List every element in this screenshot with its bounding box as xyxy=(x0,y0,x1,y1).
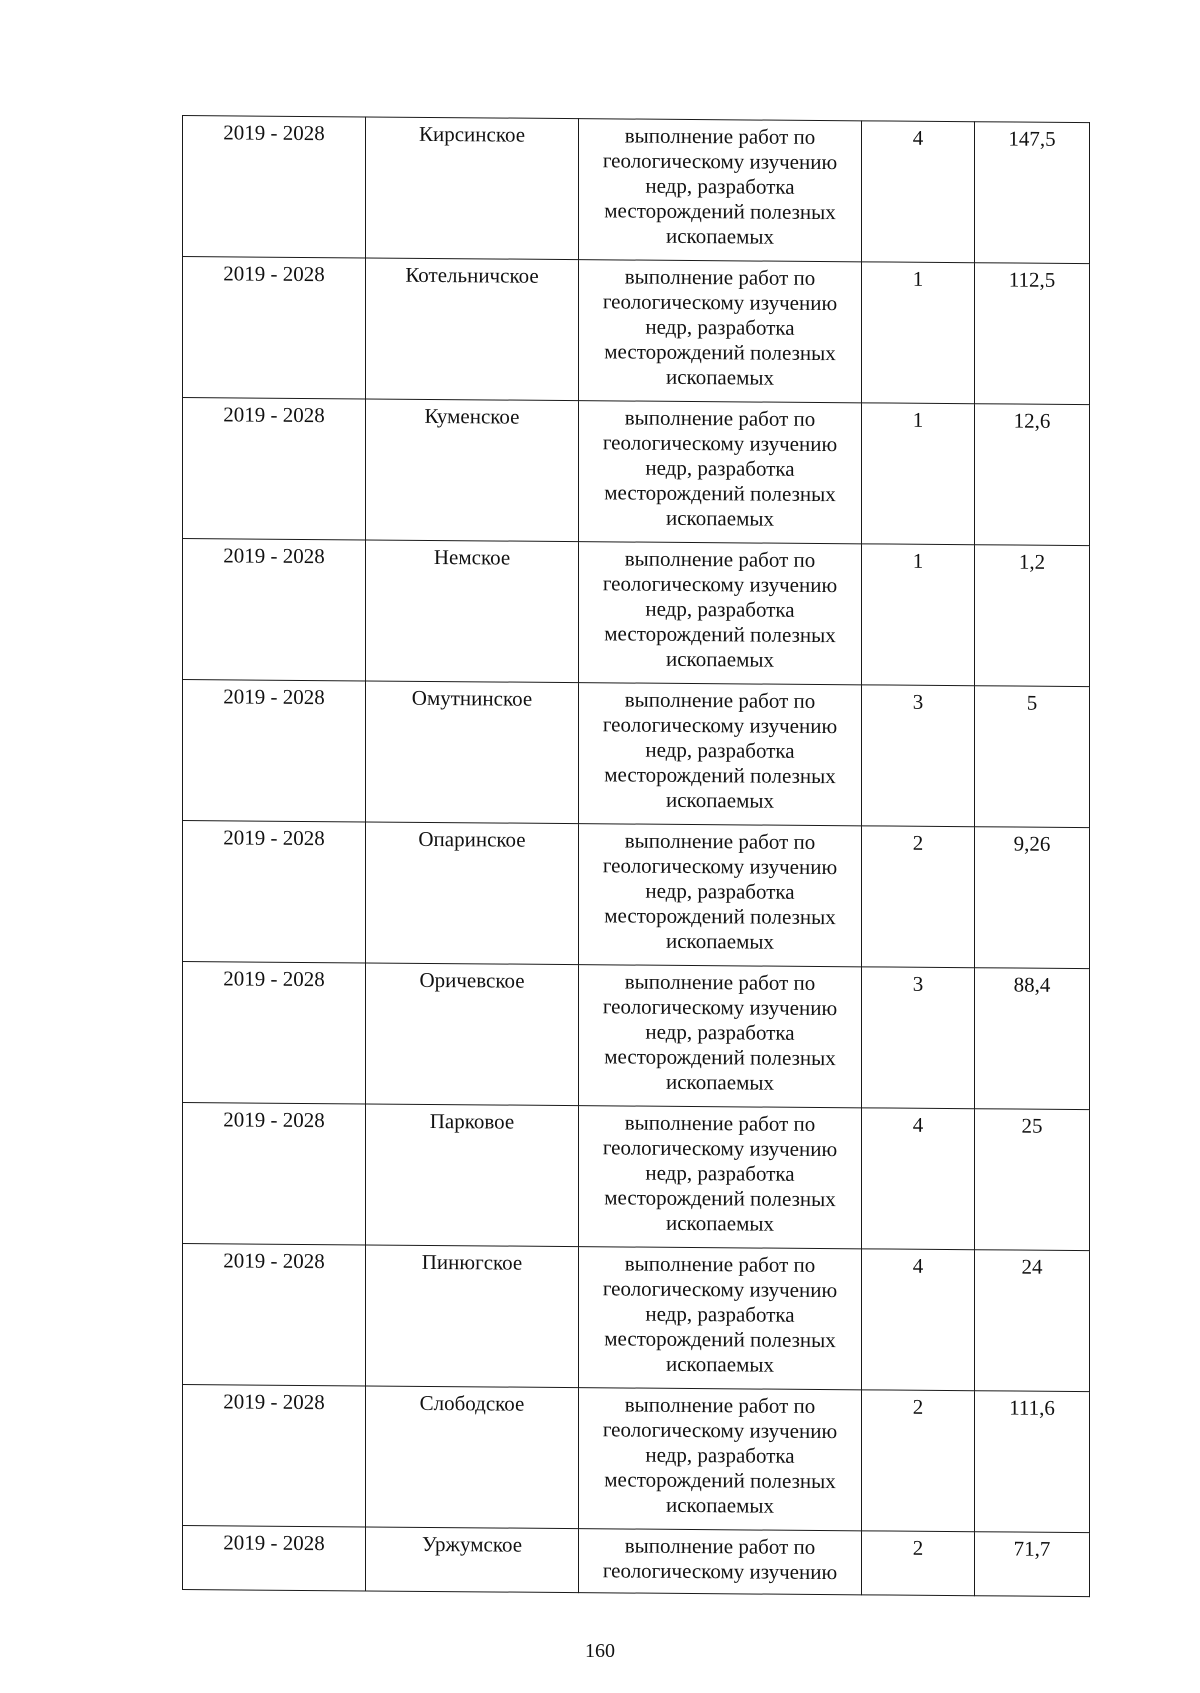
value-cell xyxy=(975,1250,1090,1392)
activity-cell xyxy=(579,260,862,403)
period-cell xyxy=(183,1244,366,1386)
count-cell xyxy=(862,1531,975,1596)
period-cell xyxy=(183,539,366,681)
period-cell xyxy=(183,1385,366,1527)
count-text: 1 xyxy=(912,407,924,432)
activity-cell xyxy=(579,1247,862,1390)
count-text: 2 xyxy=(912,830,924,855)
value-cell xyxy=(975,1532,1090,1597)
count-cell xyxy=(862,826,975,968)
name-text: Парковое xyxy=(429,1108,515,1134)
period-text: 2019 - 2028 xyxy=(223,261,325,287)
activity-text: выполнение работ по геологическому изучению недр, разработка месторождений полезных ископаемых xyxy=(602,546,838,672)
period-cell xyxy=(183,962,366,1104)
count-text: 2 xyxy=(912,1394,924,1419)
name-cell xyxy=(366,681,579,824)
period-cell xyxy=(183,680,366,822)
activity-cell xyxy=(579,824,862,967)
activity-text: выполнение работ по геологическому изучению недр, разработка месторождений полезных ископаемых xyxy=(602,969,838,1095)
value-text: 147,5 xyxy=(1008,126,1056,151)
value-cell xyxy=(975,263,1090,405)
activity-cell xyxy=(579,542,862,685)
value-cell xyxy=(975,404,1090,546)
count-cell xyxy=(862,685,975,827)
period-text: 2019 - 2028 xyxy=(223,1530,325,1556)
deposits-table xyxy=(182,115,1090,1597)
activity-text: выполнение работ по геологическому изучению недр, разработка месторождений полезных ископаемых xyxy=(602,1392,838,1518)
name-text: Оричевское xyxy=(419,967,525,993)
activity-text: выполнение работ по геологическому изучению xyxy=(602,1533,838,1585)
count-text: 3 xyxy=(912,689,924,714)
table-row xyxy=(183,821,1090,969)
period-cell xyxy=(183,257,366,399)
name-cell xyxy=(366,399,579,542)
activity-text: выполнение работ по геологическому изучению недр, разработка месторождений полезных ископаемых xyxy=(602,405,838,531)
activity-text: выполнение работ по геологическому изучению недр, разработка месторождений полезных ископаемых xyxy=(602,1110,838,1236)
count-text: 4 xyxy=(912,125,924,150)
activity-text: выполнение работ по геологическому изучению недр, разработка месторождений полезных ископаемых xyxy=(602,264,838,390)
table-row xyxy=(183,1385,1090,1533)
activity-cell xyxy=(579,683,862,826)
page-number: 160 xyxy=(585,1640,615,1662)
count-cell xyxy=(862,262,975,404)
value-text: 5 xyxy=(1026,690,1038,715)
table-row xyxy=(183,962,1090,1110)
value-cell xyxy=(975,1391,1090,1533)
value-cell xyxy=(975,827,1090,969)
count-cell xyxy=(862,544,975,686)
period-text: 2019 - 2028 xyxy=(223,684,325,710)
count-cell xyxy=(862,1249,975,1391)
value-text: 111,6 xyxy=(1009,1395,1055,1420)
period-text: 2019 - 2028 xyxy=(223,1107,325,1133)
value-cell xyxy=(975,545,1090,687)
activity-text: выполнение работ по геологическому изучению недр, разработка месторождений полезных ископаемых xyxy=(602,687,838,813)
name-cell xyxy=(366,1245,579,1388)
table-row xyxy=(183,398,1090,546)
name-text: Немское xyxy=(433,544,511,570)
activity-cell xyxy=(579,1529,862,1595)
name-cell xyxy=(366,117,579,260)
table-body xyxy=(183,116,1090,1597)
name-text: Слободское xyxy=(419,1390,525,1416)
table-row xyxy=(183,116,1090,264)
name-cell xyxy=(366,822,579,965)
activity-cell xyxy=(579,119,862,262)
name-text: Кирсинское xyxy=(418,121,526,147)
value-text: 25 xyxy=(1021,1113,1043,1138)
count-cell xyxy=(862,967,975,1109)
value-cell xyxy=(975,686,1090,828)
period-cell xyxy=(183,1103,366,1245)
activity-cell xyxy=(579,965,862,1108)
value-text: 9,26 xyxy=(1013,831,1051,856)
count-cell xyxy=(862,121,975,263)
count-cell xyxy=(862,1390,975,1532)
count-cell xyxy=(862,1108,975,1250)
period-text: 2019 - 2028 xyxy=(223,1389,325,1415)
value-text: 12,6 xyxy=(1013,408,1051,433)
name-cell xyxy=(366,963,579,1106)
period-text: 2019 - 2028 xyxy=(223,1248,325,1274)
period-cell xyxy=(183,116,366,258)
table-row xyxy=(183,257,1090,405)
name-text: Куменское xyxy=(424,403,520,429)
value-text: 88,4 xyxy=(1013,972,1051,997)
value-text: 112,5 xyxy=(1008,267,1056,292)
name-cell xyxy=(366,258,579,401)
name-text: Омутнинское xyxy=(411,685,533,711)
value-cell xyxy=(975,122,1090,264)
count-text: 1 xyxy=(912,548,924,573)
table-row xyxy=(183,1103,1090,1251)
name-text: Пинюгское xyxy=(421,1249,523,1275)
period-text: 2019 - 2028 xyxy=(223,120,325,146)
activity-cell xyxy=(579,1106,862,1249)
count-cell xyxy=(862,403,975,545)
activity-text: выполнение работ по геологическому изучению недр, разработка месторождений полезных ископаемых xyxy=(602,1251,838,1377)
period-text: 2019 - 2028 xyxy=(223,402,325,428)
table-row xyxy=(183,680,1090,828)
value-text: 24 xyxy=(1021,1254,1043,1279)
period-text: 2019 - 2028 xyxy=(223,825,325,851)
name-cell xyxy=(366,1527,579,1593)
count-text: 3 xyxy=(912,971,924,996)
name-text: Уржумское xyxy=(421,1531,523,1557)
name-text: Опаринское xyxy=(418,826,526,852)
period-cell xyxy=(183,398,366,540)
name-cell xyxy=(366,1386,579,1529)
count-text: 4 xyxy=(912,1253,924,1278)
activity-cell xyxy=(579,1388,862,1531)
table-row xyxy=(183,1244,1090,1392)
activity-text: выполнение работ по геологическому изучению недр, разработка месторождений полезных ископаемых xyxy=(602,828,838,954)
period-cell xyxy=(183,1526,366,1591)
period-text: 2019 - 2028 xyxy=(223,543,325,569)
table-row xyxy=(183,539,1090,687)
value-cell xyxy=(975,968,1090,1110)
name-cell xyxy=(366,540,579,683)
count-text: 1 xyxy=(912,266,924,291)
period-cell xyxy=(183,821,366,963)
table-row xyxy=(183,1526,1090,1597)
count-text: 2 xyxy=(912,1535,924,1560)
name-cell xyxy=(366,1104,579,1247)
activity-cell xyxy=(579,401,862,544)
activity-text: выполнение работ по геологическому изучению недр, разработка месторождений полезных ископаемых xyxy=(602,123,838,249)
count-text: 4 xyxy=(912,1112,924,1137)
period-text: 2019 - 2028 xyxy=(223,966,325,992)
value-cell xyxy=(975,1109,1090,1251)
value-text: 1,2 xyxy=(1018,549,1046,574)
name-text: Котельничское xyxy=(405,262,539,288)
value-text: 71,7 xyxy=(1013,1536,1051,1561)
